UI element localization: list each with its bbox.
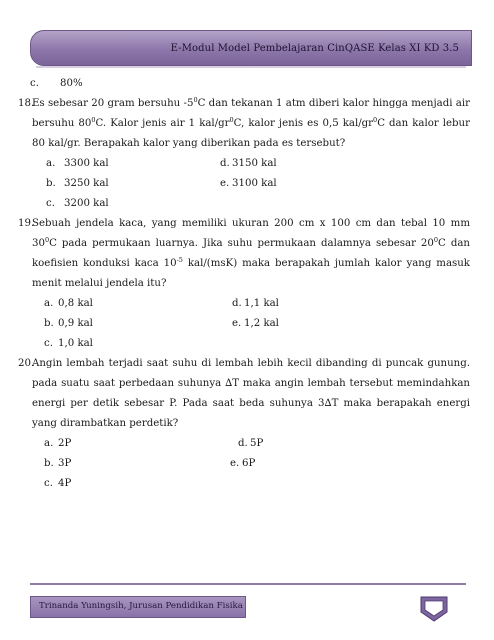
header-divider bbox=[36, 66, 466, 68]
option-label: c. bbox=[46, 198, 55, 209]
q18-options-row-2 bbox=[18, 174, 470, 194]
option-text: 3250 kal bbox=[64, 178, 109, 189]
option-label: c. bbox=[30, 78, 39, 89]
option-label: a. bbox=[44, 438, 54, 449]
question-number: 20. bbox=[18, 358, 35, 369]
q19-line-4: menit melalui jendela itu? bbox=[32, 278, 167, 289]
header-title: E-Modul Model Pembelajaran CinQASE Kelas XI KD 3.5 bbox=[170, 43, 459, 54]
option-label: b. bbox=[46, 178, 56, 189]
option-label: e. bbox=[232, 318, 242, 329]
header-bar bbox=[30, 30, 472, 66]
option-text: 4P bbox=[58, 478, 72, 489]
option-text: 80% bbox=[60, 78, 83, 89]
option-text: 1,1 kal bbox=[244, 298, 279, 309]
option-label: c. bbox=[44, 478, 53, 489]
q18-options-row-1 bbox=[18, 154, 470, 174]
q20-line-4: yang dirambatkan perdetik? bbox=[32, 418, 179, 429]
option-label: b. bbox=[44, 458, 54, 469]
footer-divider bbox=[30, 583, 466, 585]
option-text: 3P bbox=[58, 458, 72, 469]
option-text: 0,8 kal bbox=[58, 298, 93, 309]
option-text: 1,0 kal bbox=[58, 338, 93, 349]
footer-author: Trinanda Yuningsih, Jurusan Pendidikan Fisika bbox=[39, 601, 243, 611]
q18-options-row-3 bbox=[18, 194, 470, 214]
q20-line-1: 20. Angin lembah terjadi saat suhu di lembah lebih kecil dibanding di puncak gunung. bbox=[18, 354, 470, 374]
option-text: 3300 kal bbox=[64, 158, 109, 169]
q20-line-2: pada suatu saat perbedaan suhunya ∆T maka angin lembah tersebut memindahkan bbox=[32, 378, 470, 389]
q18-line-2: bersuhu $80^0C$. Kalor jenis air 1 kal/$gr^0C$, kalor jenis es 0,5 kal/$gr^0C$ dan kalor lebur bbox=[32, 116, 470, 129]
option-label: b. bbox=[44, 318, 54, 329]
option-label: e. bbox=[230, 458, 240, 469]
q19-line-3: koefisien konduksi kaca $10^{-5}$ kal/(msK) maka berapakah jumlah kalor yang masuk bbox=[32, 256, 470, 269]
q19-options-row-1 bbox=[18, 294, 470, 314]
q20-options-row-1 bbox=[18, 434, 470, 454]
option-label: a. bbox=[44, 298, 54, 309]
q20-line-3: energi per detik sebesar P. Pada saat beda suhunya 3∆T maka berapakah energi bbox=[32, 398, 470, 409]
option-text: 0,9 kal bbox=[58, 318, 93, 329]
option-text: 5P bbox=[250, 438, 264, 449]
q19-options-row-3 bbox=[18, 334, 470, 354]
q18-line-1: 18. Es sebesar 20 gram bersuhu $-5^0C$ dan tekanan 1 atm diberi kalor hingga menjadi air bbox=[18, 94, 470, 114]
option-text: 3150 kal bbox=[232, 158, 277, 169]
q19-line-2: $30^0C$ pada permukaan luarnya. Jika suhu permukaan dalamnya sebesar $20^0C$ dan bbox=[32, 236, 470, 249]
question-number: 19. bbox=[18, 218, 35, 229]
option-label: a. bbox=[46, 158, 56, 169]
q18-line-3: 80 kal/gr. Berapakah kalor yang diberikan pada es tersebut? bbox=[32, 138, 346, 149]
footer-author-box bbox=[30, 596, 246, 618]
option-label: d. bbox=[238, 438, 248, 449]
option-label: e. bbox=[220, 178, 230, 189]
prev-option bbox=[18, 74, 470, 94]
option-text: 3100 kal bbox=[232, 178, 277, 189]
option-label: d. bbox=[232, 298, 242, 309]
option-text: 1,2 kal bbox=[244, 318, 279, 329]
option-label: d. bbox=[220, 158, 230, 169]
option-text: 3200 kal bbox=[64, 198, 109, 209]
option-text: 6P bbox=[242, 458, 256, 469]
shield-book-icon bbox=[418, 592, 450, 624]
question-content bbox=[18, 74, 470, 494]
option-label: c. bbox=[44, 338, 53, 349]
q19-line-1: 19. Sebuah jendela kaca, yang memiliki ukuran 200 cm x 100 cm dan tebal 10 mm bbox=[18, 214, 470, 234]
question-number: 18. bbox=[18, 98, 35, 109]
q20-options-row-2 bbox=[18, 454, 470, 474]
q19-options-row-2 bbox=[18, 314, 470, 334]
q20-options-row-3 bbox=[18, 474, 470, 494]
option-text: 2P bbox=[58, 438, 72, 449]
